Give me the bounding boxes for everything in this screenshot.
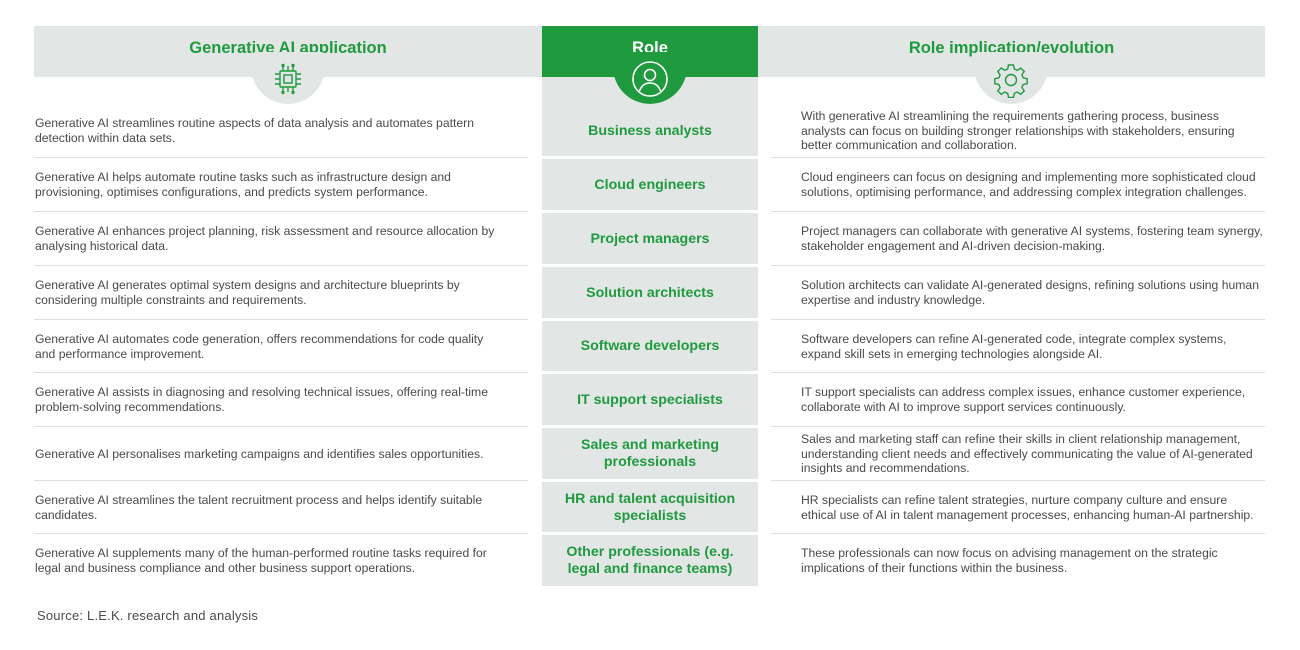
role-cell: Cloud engineers — [594, 176, 706, 193]
implication-cell: These professionals can now focus on advising management on the strategic implications of their functions within the business. — [801, 546, 1218, 575]
implication-cell: Sales and marketing staff can refine their skills in client relationship management, understanding client needs and effectively communicating the value of AI-generated insights and recommendations. — [801, 432, 1253, 476]
row-divider — [771, 426, 1265, 427]
implication-cell: Software developers can refine AI-generated code, integrate complex systems, expand skill sets in emerging technologies alongside AI. — [801, 331, 1227, 361]
person-icon — [631, 60, 669, 98]
row-divider — [34, 211, 528, 212]
row-divider — [771, 265, 1265, 266]
application-cell: Generative AI supplements many of the human-performed routine tasks required for legal and business compliance and other business support operations. — [35, 546, 487, 575]
application-cell: Generative AI assists in diagnosing and resolving technical issues, offering real-time problem-solving recommendations. — [35, 385, 488, 414]
row-divider — [771, 319, 1265, 320]
application-cell: Generative AI streamlines routine aspects of data analysis and automates pattern detection within data sets. — [35, 116, 474, 145]
application-cell: Generative AI streamlines the talent recruitment process and helps identify suitable candidates. — [35, 492, 483, 522]
chip-icon — [271, 62, 305, 96]
source-note: Source: L.E.K. research and analysis — [37, 608, 259, 623]
role-cell: Solution architects — [586, 284, 714, 301]
implication-cell: Project managers can collaborate with generative AI systems, fostering team synergy, stakeholder engagement and AI-driven decision-making. — [801, 224, 1263, 253]
gear-icon — [993, 62, 1029, 98]
row-divider — [34, 319, 528, 320]
implication-cell: With generative AI streamlining the requirements gathering process, business analysts can focus on building stronger relationships with stakeholders, ensuring better communication and collaboration. — [801, 109, 1235, 153]
column-title-role: Role — [632, 38, 668, 57]
row-divider — [771, 533, 1265, 534]
implication-cell: Solution architects can validate AI-generated designs, refining solutions using human expertise and industry knowledge. — [801, 278, 1259, 307]
role-cell: Sales and marketing professionals — [581, 437, 719, 470]
application-cell: Generative AI enhances project planning, risk assessment and resource allocation by analysing historical data. — [35, 224, 495, 253]
column-title-application: Generative AI application — [189, 38, 387, 57]
implication-cell: Cloud engineers can focus on designing and implementing more sophisticated cloud solutions, optimising performance, and addressing complex integration challenges. — [801, 170, 1256, 199]
column-title-implication: Role implication/evolution — [908, 38, 1115, 57]
role-cell: Software developers — [580, 338, 720, 354]
row-divider — [771, 211, 1265, 212]
application-cell: Generative AI automates code generation, offers recommendations for code quality and performance improvement. — [35, 331, 484, 361]
chip-icon-badge — [251, 52, 325, 104]
role-cell: HR and talent acquisition specialists — [564, 490, 736, 524]
row-divider — [34, 157, 528, 158]
application-cell: Generative AI helps automate routine tasks such as infrastructure design and provisioning, optimises configurations, and predicts system performance. — [35, 170, 451, 199]
row-divider — [771, 480, 1265, 481]
row-divider — [771, 372, 1265, 373]
application-cell: Generative AI generates optimal system designs and architecture blueprints by considering multiple constraints and requirements. — [35, 278, 460, 307]
gear-icon-badge — [974, 52, 1048, 104]
row-divider — [771, 157, 1265, 158]
row-divider — [34, 533, 528, 534]
role-cell: IT support specialists — [577, 391, 723, 408]
role-cell: Business analysts — [588, 122, 712, 139]
implication-cell: IT support specialists can address complex issues, enhance customer experience, collaborate with AI to improve support services continuously. — [801, 385, 1246, 414]
row-divider — [34, 265, 528, 266]
application-cell: Generative AI personalises marketing campaigns and identifies sales opportunities. — [35, 446, 484, 461]
implication-cell: HR specialists can refine talent strategies, nurture company culture and ensure ethical use of AI in talent management processes, enhancing human-AI partnership. — [801, 492, 1254, 522]
role-cell: Project managers — [590, 230, 710, 247]
role-cell: Other professionals (e.g. legal and finance teams) — [566, 544, 734, 577]
row-divider — [34, 480, 528, 481]
row-divider — [34, 372, 528, 373]
row-divider — [34, 426, 528, 427]
